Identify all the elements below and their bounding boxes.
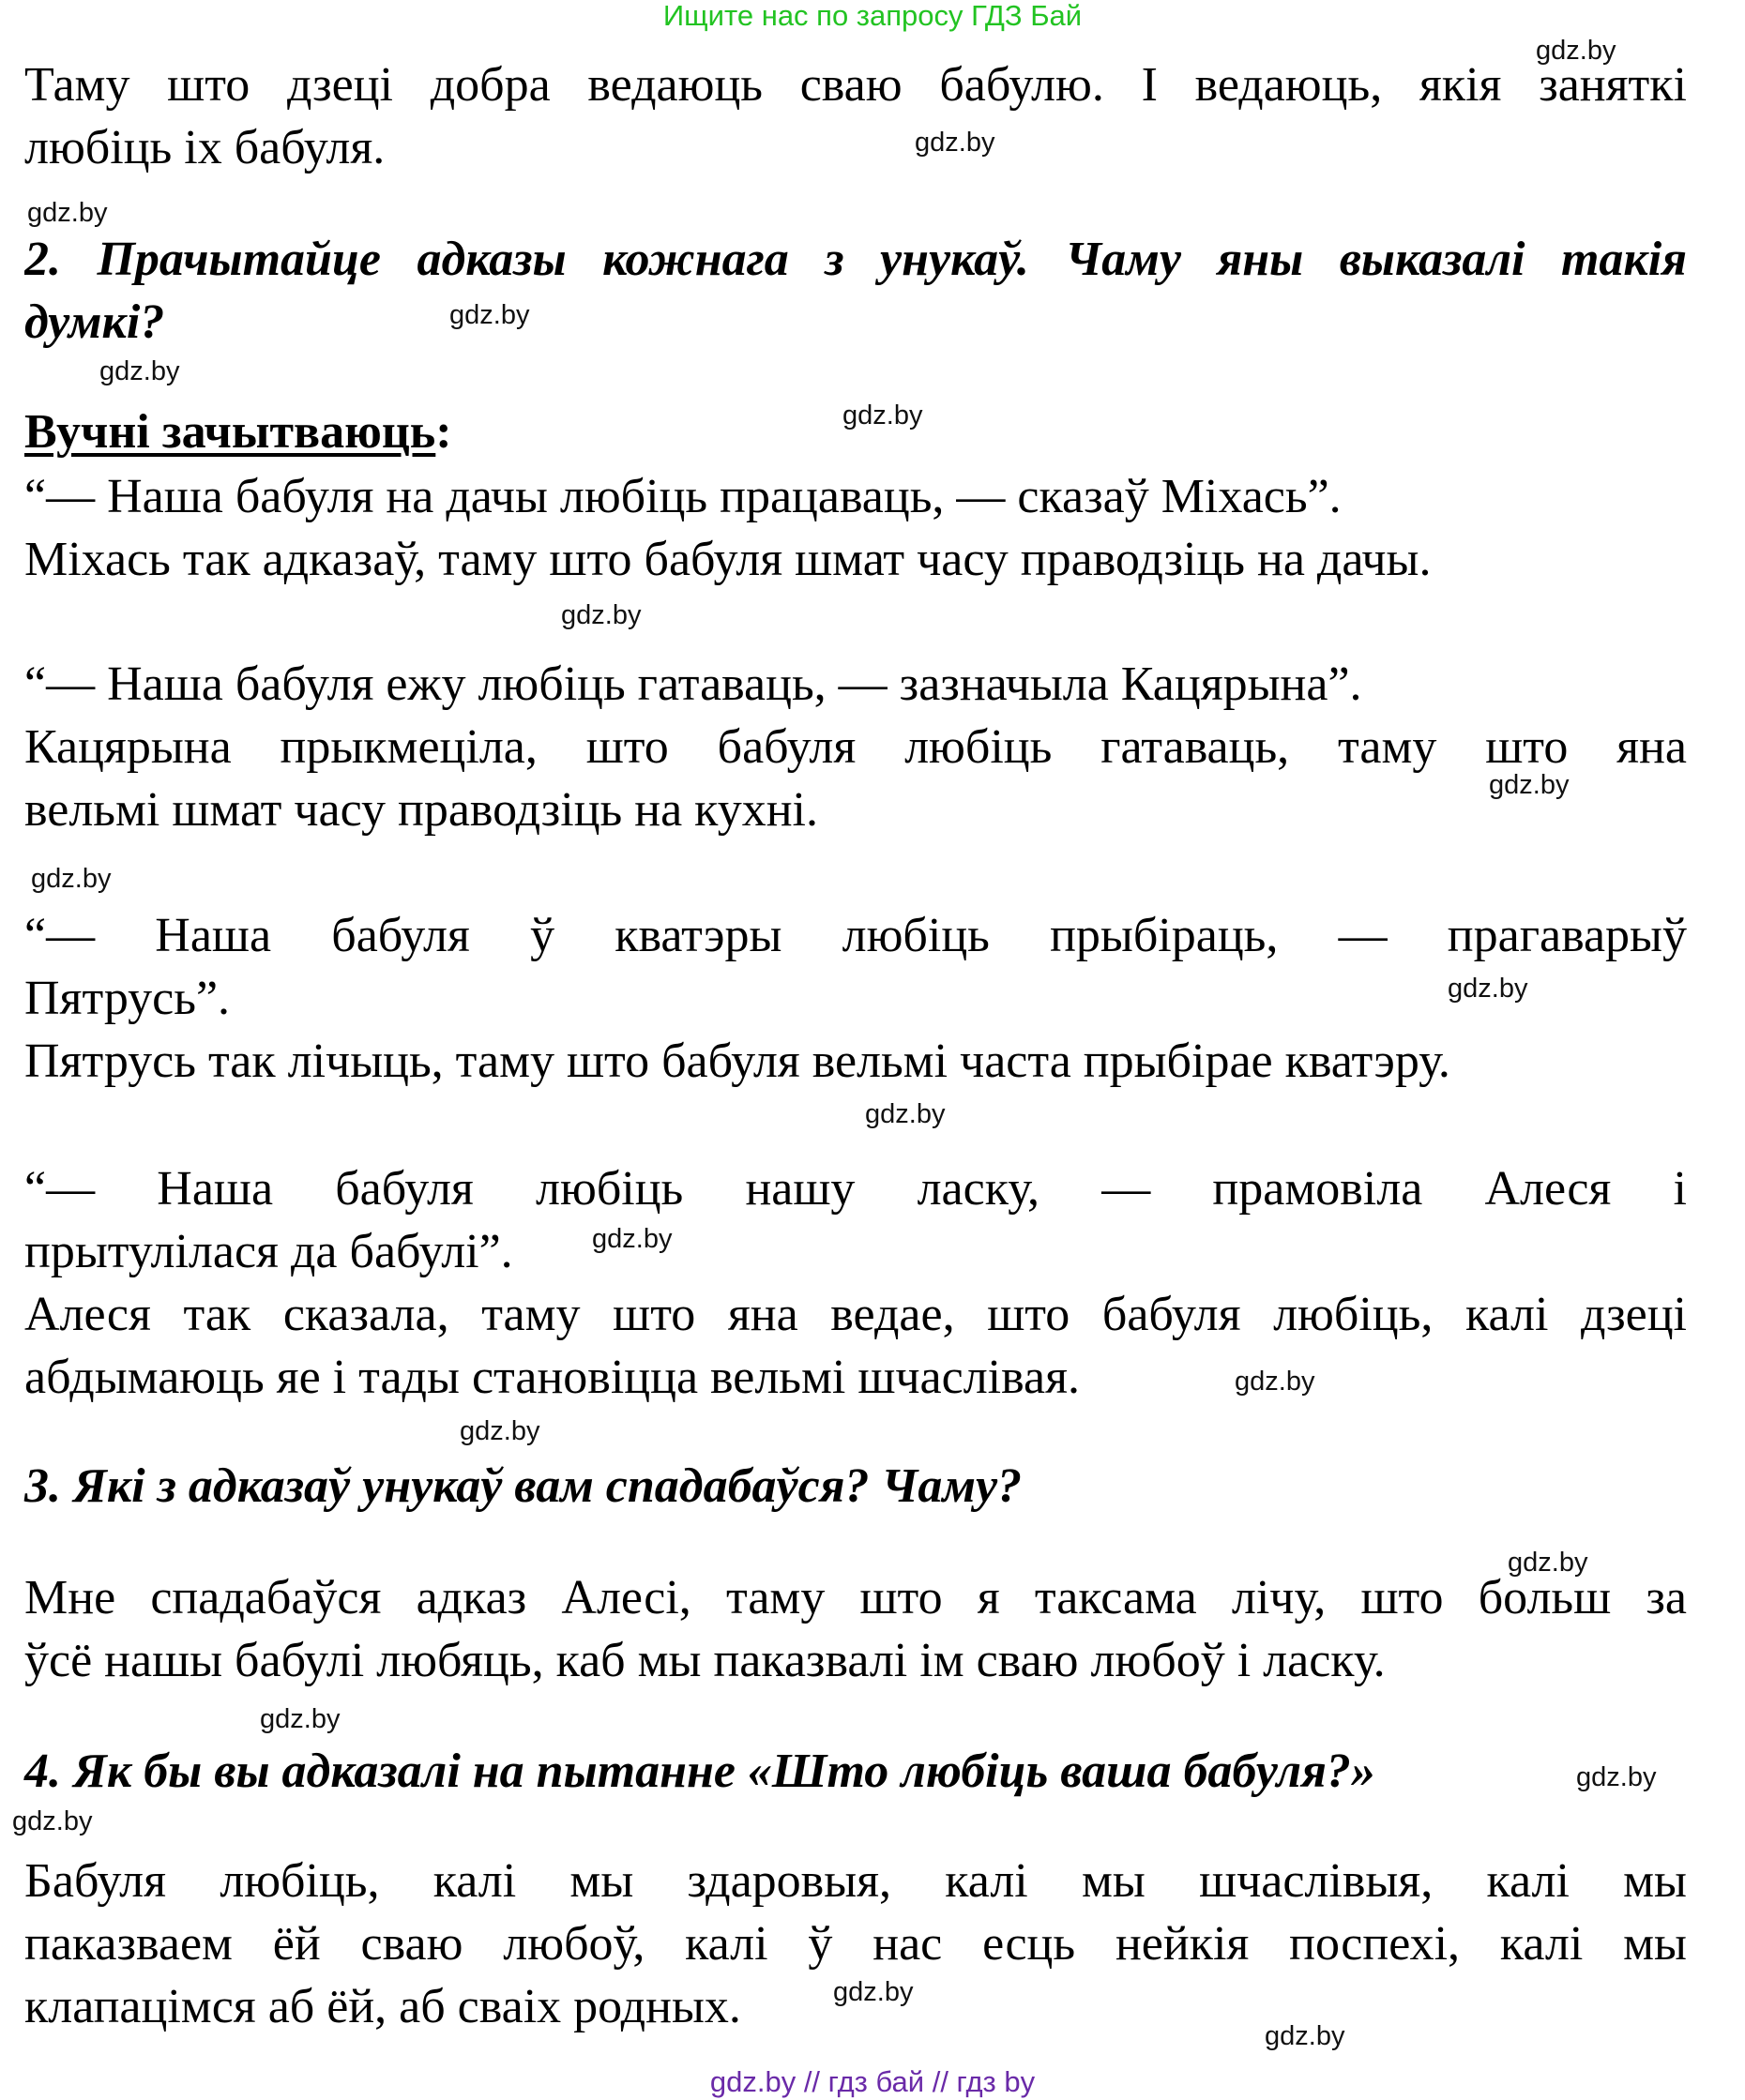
answer-katsiaryna <box>24 653 1687 841</box>
text-line: Пятрусь так лічыць, таму што бабуля вельмі часта прыбірае кватэру. <box>24 1035 1450 1088</box>
text-line: прытулілася да бабулі”. <box>24 1225 513 1278</box>
watermark: gdz.by <box>842 400 923 431</box>
watermark: gdz.by <box>1508 1548 1588 1578</box>
text-line: “— Наша бабуля ў кватэры любіць прыбіраць, — прагаварыў <box>24 909 1687 962</box>
text-line: “— Наша бабуля любіць нашу ласку, — прамовіла Алеся і <box>24 1162 1687 1216</box>
watermark: gdz.by <box>1265 2021 1345 2051</box>
paragraph-intro <box>24 53 1687 179</box>
text-line: Алеся так сказала, таму што яна ведае, што бабуля любіць, калі дзеці <box>24 1288 1687 1341</box>
text-line: клапацімся аб ёй, аб сваіх родных. <box>24 1980 741 2033</box>
watermark: gdz.by <box>27 198 108 228</box>
watermark: gdz.by <box>1448 974 1528 1004</box>
text-line: Мне спадабаўся адказ Алесі, таму што я таксама лічу, што больш за <box>24 1571 1687 1624</box>
watermark: gdz.by <box>865 1099 946 1129</box>
text-line: Пятрусь”. <box>24 972 231 1025</box>
watermark: gdz.by <box>460 1416 540 1446</box>
text-line: “— Наша бабуля на дачы любіць працаваць, — сказаў Міхась”. <box>24 470 1342 523</box>
watermark: gdz.by <box>1536 36 1616 66</box>
answer-4 <box>24 1850 1687 2038</box>
watermark: gdz.by <box>12 1806 93 1836</box>
watermark: gdz.by <box>260 1704 341 1734</box>
text-line: думкі? <box>24 295 165 349</box>
text-line: абдымаюць яе і тады становіцца вельмі шчаслівая. <box>24 1351 1080 1404</box>
watermark: gdz.by <box>99 356 180 386</box>
watermark: gdz.by <box>561 600 642 630</box>
question-4 <box>24 1740 1687 1803</box>
students-read-label-text: Вучні зачытваюць <box>24 405 436 459</box>
watermark: gdz.by <box>915 128 995 158</box>
text-line: ўсё нашы бабулі любяць, каб мы паказвалі ім сваю любоў і ласку. <box>24 1634 1386 1687</box>
text-line: 4. Як бы вы адказалі на пытанне «Што любіць ваша бабуля?» <box>24 1745 1375 1798</box>
text-line: 3. Які з адказаў унукаў вам спадабаўся? Чаму? <box>24 1459 1023 1513</box>
footer-links: gdz.by // гдз бай // гдз by <box>709 2065 1036 2098</box>
watermark: gdz.by <box>1489 770 1570 800</box>
answer-alesia <box>24 1157 1687 1409</box>
answer-mikhas <box>24 465 1687 591</box>
text-line: Таму што дзеці добра ведаюць сваю бабулю. І ведаюць, якія заняткі <box>24 58 1687 112</box>
text-line: паказваем ёй сваю любоў, калі ў нас есць нейкія поспехі, калі мы <box>24 1917 1687 1971</box>
text-line: вельмі шмат часу праводзіць на кухні. <box>24 783 818 837</box>
watermark: gdz.by <box>592 1224 673 1254</box>
watermark: gdz.by <box>1576 1762 1657 1792</box>
watermark: gdz.by <box>31 864 112 894</box>
text-line: Міхась так адказаў, таму што бабуля шмат часу праводзіць на дачы. <box>24 533 1432 586</box>
watermark: gdz.by <box>1235 1367 1315 1397</box>
students-read-label-colon: : <box>435 405 452 459</box>
text-line: любіць іх бабуля. <box>24 121 386 174</box>
answer-piatrus <box>24 904 1687 1093</box>
text-line: Бабуля любіць, калі мы здаровыя, калі мы шчаслівыя, калі мы <box>24 1854 1687 1908</box>
text-line: “— Наша бабуля ежу любіць гатаваць, — зазначыла Кацярына”. <box>24 657 1362 711</box>
text-line: Кацярына прыкмеціла, што бабуля любіць гатаваць, таму што яна <box>24 720 1687 774</box>
answer-3 <box>24 1566 1687 1692</box>
question-3 <box>24 1455 1687 1518</box>
search-banner: Ищите нас по запросу ГДЗ Бай <box>662 0 1083 32</box>
watermark: gdz.by <box>833 1977 914 2007</box>
text-line: 2. Прачытайце адказы кожнага з унукаў. Чаму яны выказалі такія <box>24 233 1687 286</box>
question-2 <box>24 228 1687 354</box>
watermark: gdz.by <box>449 300 530 330</box>
